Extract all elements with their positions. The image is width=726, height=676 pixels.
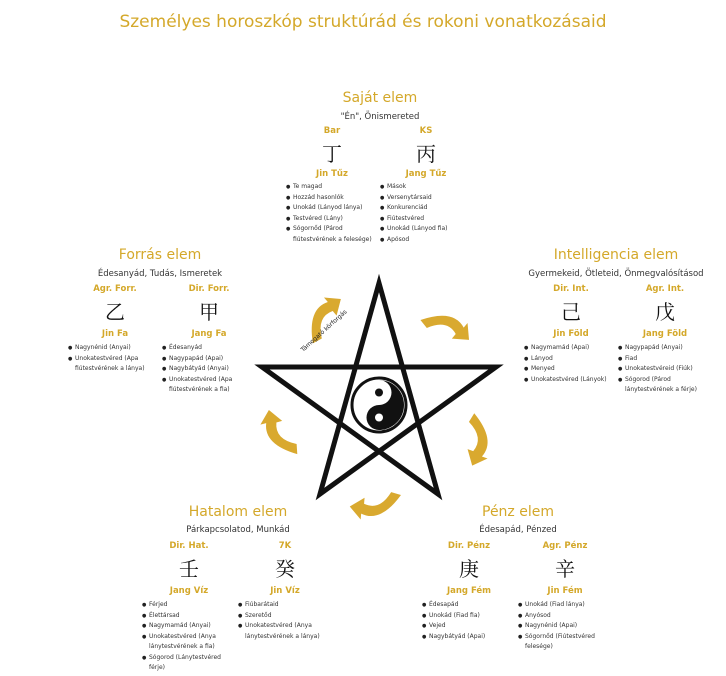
penz-left-list xyxy=(422,600,514,642)
forras-elem-title: Forrás elem xyxy=(118,247,202,263)
hatalom-left-tag: Dir. Hat. xyxy=(169,541,209,551)
sajat-right-tag: KS xyxy=(419,126,433,136)
sajat-right-char: 丙 xyxy=(416,142,436,166)
relation-item: ● Unokatestvéred (Apa fiútestvérének a fia) xyxy=(162,375,254,396)
penz-left-name: Jang Fém xyxy=(446,586,492,596)
relation-item: ● Konkurenciád xyxy=(380,203,472,214)
penz-elem-subtitle: Édesapád, Pénzed xyxy=(479,525,557,535)
penz-left-char: 庚 xyxy=(459,557,479,581)
relation-item: ● Testvéred (Lány) xyxy=(286,214,378,225)
cycle-label: Támogató körforgás xyxy=(299,308,349,354)
relation-item: ● Unokád (Lányod lánya) xyxy=(286,203,378,214)
hatalom-right-name: Jin Víz xyxy=(270,586,300,596)
penz-left-tag: Dir. Pénz xyxy=(447,541,491,551)
forras-left-name: Jin Fa xyxy=(101,329,129,339)
cycle-arrow-penz-hatalom xyxy=(349,489,401,523)
relation-item: ● Apósod xyxy=(380,235,472,246)
intelligencia-right-char: 戊 xyxy=(655,300,675,324)
relation-item: ● Unokád (Lányod fia) xyxy=(380,224,472,235)
relation-item: ● Nagymamád (Apai) xyxy=(524,343,616,354)
relation-item: ● Fiútestvéred xyxy=(380,214,472,225)
relation-item: ● Unokád (Fiad lánya) xyxy=(518,600,610,611)
sajat-elem-title: Saját elem xyxy=(342,90,418,106)
relation-item: ● Unokád (Fiad fia) xyxy=(422,611,514,622)
sajat-right-name: Jang Tűz xyxy=(405,169,447,179)
sajat-left-tag: Bar xyxy=(323,126,341,136)
forras-right-name: Jang Fa xyxy=(191,329,227,339)
intelligencia-elem-title: Intelligencia elem xyxy=(553,247,679,263)
relation-item: ● Édesanyád xyxy=(162,343,254,354)
hatalom-elem-subtitle: Párkapcsolatod, Munkád xyxy=(186,525,290,535)
page-title: Személyes horoszkóp struktúrád és rokoni vonatkozásaid xyxy=(119,12,607,32)
relation-item: ● Sógornőd (Párod fiútestvérének a felesége) xyxy=(286,224,378,245)
relation-item: ● Fiúbarátaid xyxy=(238,600,334,611)
relation-item: ● Unokatestvéred (Lányok) xyxy=(524,375,616,386)
sajat-elem-subtitle: "Én", Önismereted xyxy=(340,112,420,122)
relation-item: ● Szeretőd xyxy=(238,611,334,622)
relation-item: ● Sógorod (Párod lánytestvérének a férje) xyxy=(618,375,710,396)
penz-right-char: 辛 xyxy=(555,557,575,581)
relation-item: ● Nagymamád (Anyai) xyxy=(142,621,234,632)
forras-right-list xyxy=(162,343,254,396)
sajat-right-list xyxy=(380,182,472,245)
forras-right-char: 甲 xyxy=(199,300,219,324)
cycle-arrow-hatalom-forras xyxy=(257,405,299,461)
relation-item: ● Menyed xyxy=(524,364,616,375)
forras-right-tag: Dir. Forr. xyxy=(188,284,230,294)
intelligencia-right-list xyxy=(618,343,710,396)
penz-right-list xyxy=(518,600,610,653)
hatalom-left-list xyxy=(142,600,234,674)
relation-item: ● Élettársad xyxy=(142,611,234,622)
relation-item: ● Vejed xyxy=(422,621,514,632)
cycle-arrow-intelligencia-penz xyxy=(455,413,500,470)
relation-item: ● Anyósod xyxy=(518,611,610,622)
penz-elem-title: Pénz elem xyxy=(482,504,554,520)
hatalom-elem-title: Hatalom elem xyxy=(188,504,288,520)
yin-yang-icon xyxy=(352,378,406,432)
relation-item: ● Lányod xyxy=(524,354,616,365)
hatalom-right-tag: 7K xyxy=(278,541,292,551)
relation-item: ● Versenytársaid xyxy=(380,193,472,204)
relation-item: ● Nagypapád (Apai) xyxy=(162,354,254,365)
relation-item: ● Nagynénid (Apai) xyxy=(518,621,610,632)
hatalom-right-char: 癸 xyxy=(275,557,295,581)
relation-item: ● Sógornőd (Fiútestvéred felesége) xyxy=(518,632,610,653)
relation-item: ● Unokatestvéred (Anya lánytestvérének a fia) xyxy=(142,632,234,653)
relation-item: ● Férjed xyxy=(142,600,234,611)
relation-item: ● Hozzád hasonlók xyxy=(286,193,378,204)
forras-left-char: 乙 xyxy=(105,300,125,324)
relation-item: ● Unokatestvéreid (Fiúk) xyxy=(618,364,710,375)
hatalom-right-list xyxy=(238,600,334,642)
sajat-left-list xyxy=(286,182,378,245)
relation-item: ● Unokatestvéred (Anya lánytestvérének a lánya) xyxy=(238,621,334,642)
intelligencia-elem-subtitle: Gyermekeid, Ötleteid, Önmegvalósításod xyxy=(528,269,704,279)
relation-item: ● Nagynénid (Anyai) xyxy=(68,343,158,354)
penz-right-name: Jin Fém xyxy=(547,586,583,596)
relation-item: ● Unokatestvéred (Apa fiútestvérének a lánya) xyxy=(68,354,158,375)
intelligencia-left-char: 己 xyxy=(561,300,581,324)
intelligencia-left-tag: Dir. Int. xyxy=(553,284,589,294)
relation-item: ● Te magad xyxy=(286,182,378,193)
relation-item: ● Édesapád xyxy=(422,600,514,611)
relation-item: ● Sógorod (Lánytestvéred férje) xyxy=(142,653,234,674)
hatalom-left-char: 壬 xyxy=(179,557,199,581)
relation-item: ● Nagybátyád (Apai) xyxy=(422,632,514,643)
relation-item: ● Nagybátyád (Anyai) xyxy=(162,364,254,375)
sajat-left-name: Jin Tűz xyxy=(316,169,348,179)
relation-item: ● Fiad xyxy=(618,354,710,365)
sajat-left-char: 丁 xyxy=(322,142,342,166)
intelligencia-right-tag: Agr. Int. xyxy=(645,284,685,294)
forras-left-tag: Agr. Forr. xyxy=(93,284,137,294)
cycle-arrow-sajat-intelligencia xyxy=(419,299,477,354)
intelligencia-left-name: Jin Föld xyxy=(553,329,589,339)
relation-item: ● Mások xyxy=(380,182,472,193)
penz-right-tag: Agr. Pénz xyxy=(542,541,588,551)
intelligencia-right-name: Jang Föld xyxy=(642,329,688,339)
forras-elem-subtitle: Édesanyád, Tudás, Ismeretek xyxy=(97,269,223,279)
relation-item: ● Nagypapád (Anyai) xyxy=(618,343,710,354)
hatalom-left-name: Jang Víz xyxy=(169,586,209,596)
forras-left-list xyxy=(68,343,158,375)
intelligencia-left-list xyxy=(524,343,616,385)
